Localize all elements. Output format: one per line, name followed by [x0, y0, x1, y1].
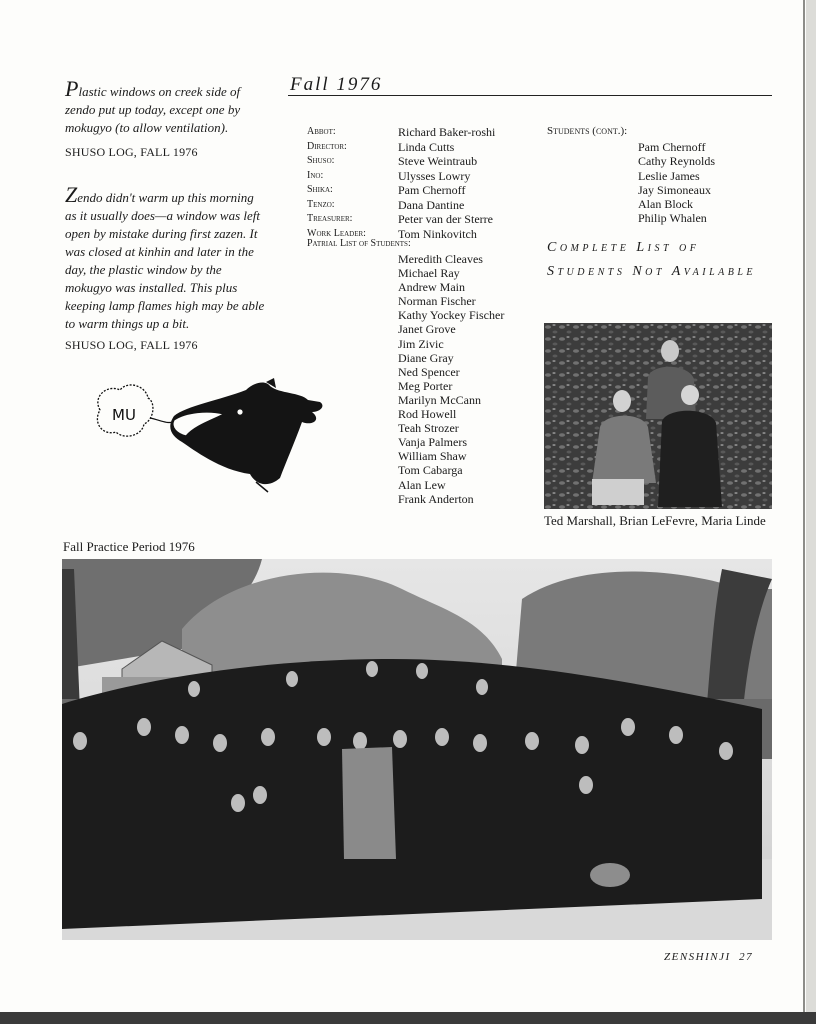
- quote-text: endo didn't warm up this morning as it usually does—a window was left open by mistake during first zazen. It was closed at kinhin and later in the day, the plastic window by the mokugyo was installed. This plus keeping lamp flames high may be able to warm things up a bit.: [65, 190, 265, 331]
- student-name: Marilyn McCann: [398, 392, 481, 407]
- students-cont-list: [638, 140, 715, 226]
- person-head: [661, 340, 679, 362]
- officer-name: Tom Ninkovitch: [398, 226, 477, 241]
- bubble-tail: [150, 418, 174, 423]
- dog: [590, 863, 630, 887]
- drop-cap: P: [65, 76, 79, 101]
- person-head: [613, 390, 631, 412]
- student-list: [398, 252, 504, 506]
- page-number: 27: [739, 951, 754, 963]
- seat-rock: [592, 479, 644, 505]
- students-cont-label: Students (cont.):: [547, 125, 628, 137]
- student-name: Rod Howell: [398, 407, 457, 422]
- person-head: [681, 385, 699, 405]
- group-photo: [62, 559, 772, 940]
- page-edge-shadow: [806, 0, 816, 1024]
- officer-name: Pam Chernoff: [398, 183, 466, 197]
- student-name: Jim Zivic: [398, 336, 444, 351]
- student-name: Andrew Main: [398, 280, 465, 295]
- page-footer: [664, 951, 753, 963]
- student-name: Jay Simoneaux: [638, 182, 711, 197]
- student-name: Janet Grove: [398, 322, 456, 337]
- student-name: Ned Spencer: [398, 364, 460, 379]
- student-name: Kathy Yockey Fischer: [398, 308, 505, 323]
- boar-head-illustration: [90, 378, 352, 496]
- light-robe: [342, 747, 396, 859]
- officer-roles: [307, 125, 397, 241]
- officer-role: Treasurer:: [307, 213, 353, 224]
- complete-list-note: Complete List of Students Not Available: [547, 240, 757, 279]
- student-name: Philip Whalen: [638, 211, 707, 226]
- officer-role: Tenzo:: [307, 198, 335, 210]
- student-name: Meg Porter: [398, 378, 453, 393]
- student-name: Leslie James: [638, 168, 700, 183]
- scan-bottom-edge: [0, 1012, 816, 1024]
- officer-role: Ino:: [307, 169, 324, 181]
- publication-name: ZENSHINJI: [664, 951, 731, 963]
- speech-bubble-text: MU: [112, 406, 136, 424]
- student-name: Teah Strozer: [398, 421, 459, 436]
- boar-head: [170, 383, 322, 485]
- person-body: [658, 411, 722, 507]
- student-name: Diane Gray: [398, 350, 454, 365]
- person-body: [592, 416, 656, 483]
- heading-rule: [288, 95, 772, 96]
- officer-name: Dana Dantine: [398, 197, 465, 212]
- officer-name: Ulysses Lowry: [398, 168, 471, 183]
- student-name: Pam Chernoff: [638, 140, 706, 154]
- student-list-label: Patrial List of Students:: [307, 238, 411, 249]
- officer-names: [398, 125, 538, 241]
- robed-group: [62, 659, 762, 929]
- officer-role: Director:: [307, 140, 347, 152]
- student-name: Frank Anderton: [398, 491, 474, 506]
- photo-caption: Ted Marshall, Brian LeFevre, Maria Linde: [544, 513, 766, 528]
- quote-plastic-windows: [65, 76, 265, 137]
- boar-eye: [237, 409, 242, 414]
- student-name: Alan Lew: [398, 477, 446, 492]
- student-name: Vanja Palmers: [398, 435, 467, 450]
- page-heading: Fall 1976: [290, 74, 383, 95]
- student-name: Cathy Reynolds: [638, 154, 715, 169]
- officer-name: Peter van der Sterre: [398, 212, 493, 226]
- officer-name: Steve Weintraub: [398, 154, 478, 168]
- officer-role: Shuso:: [307, 155, 335, 166]
- drop-cap: Z: [65, 182, 78, 207]
- page-edge-line: [803, 0, 805, 1014]
- quote-text: lastic windows on creek side of zendo put up today, except one by mokugyo (to allow ventilation).: [65, 84, 241, 135]
- student-name: Meredith Cleaves: [398, 252, 483, 266]
- student-name: Alan Block: [638, 197, 693, 212]
- quote-source: SHUSO LOG, FALL 1976: [65, 338, 198, 352]
- group-photo-caption: Fall Practice Period 1976: [63, 539, 195, 554]
- officer-role: Shika:: [307, 184, 333, 195]
- photo-three-students: [544, 323, 772, 509]
- student-name: Michael Ray: [398, 266, 460, 281]
- officer-name: Richard Baker-roshi: [398, 125, 496, 139]
- quote-zendo-warm: [65, 182, 265, 333]
- officer-role: Work Leader:: [307, 227, 366, 239]
- student-name: Tom Cabarga: [398, 463, 463, 478]
- student-name: William Shaw: [398, 449, 467, 464]
- officer-role: Abbot:: [307, 126, 336, 137]
- quote-source: SHUSO LOG, FALL 1976: [65, 145, 198, 159]
- student-name: Norman Fischer: [398, 294, 476, 309]
- officer-name: Linda Cutts: [398, 139, 455, 154]
